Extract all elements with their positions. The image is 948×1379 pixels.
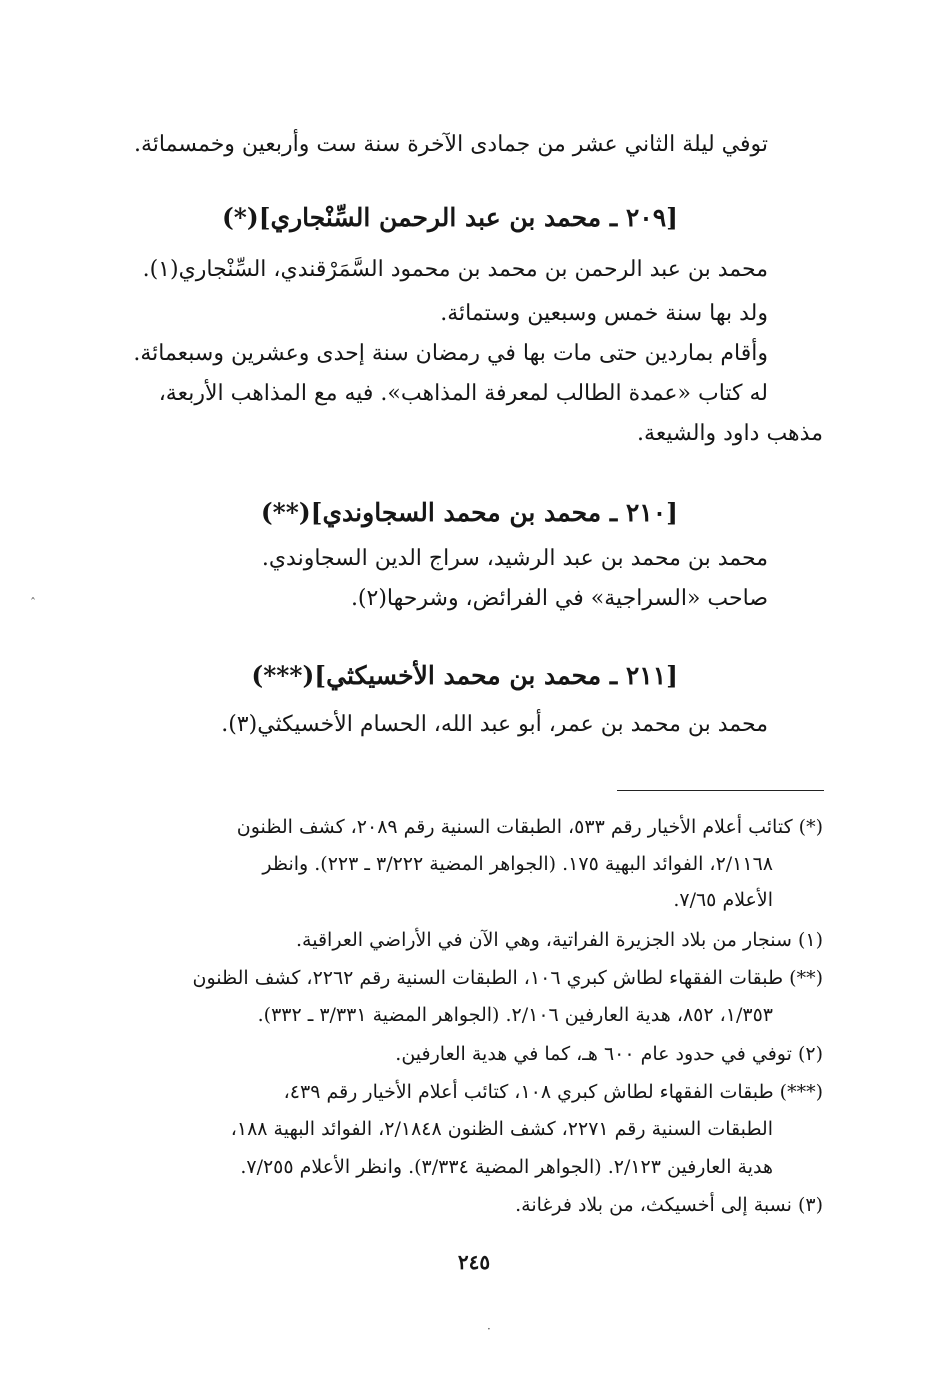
text-line: محمد بن محمد بن عمر، أبو عبد الله، الحسام الأخسيكثي(٣).	[221, 712, 768, 737]
text-line: توفي ليلة الثاني عشر من جمادى الآخرة سنة ست وأربعين وخمسمائة.	[134, 132, 768, 157]
footnote-line: الأعلام ٧/٦٥.	[673, 889, 773, 911]
text-line: محمد بن عبد الرحمن بن محمد بن محمود السَّمَرْقندي، السِّنْجاري(١).	[142, 257, 768, 282]
footnote-separator	[617, 790, 824, 791]
footnote-line: (*) كتائب أعلام الأخيار رقم ٥٣٣، الطبقات السنية رقم ٢٠٨٩، كشف الظنون	[236, 816, 823, 838]
scan-mark-icon: ·	[487, 1322, 491, 1336]
footnote-line: الطبقات السنية رقم ٢٢٧١، كشف الظنون ٢/١٨٤٨، الفوائد البهية ١٨٨،	[230, 1118, 773, 1140]
text-line: له كتاب «عمدة الطالب لمعرفة المذاهب». فيه مع المذاهب الأربعة،	[158, 381, 768, 406]
text-line: ولد بها سنة خمس وسبعين وستمائة.	[440, 301, 768, 326]
footnote-line: ٢/١١٦٨، الفوائد البهية ١٧٥. (الجواهر المضية ٣/٢٢٢ ـ ٢٢٣). وانظر	[262, 853, 773, 875]
footnote-line: (***) طبقات الفقهاء لطاش كبري ١٠٨، كتائب أعلام الأخيار رقم ٤٣٩،	[283, 1081, 823, 1103]
text-line: صاحب «السراجية» في الفرائض، وشرحها(٢).	[350, 586, 768, 611]
footnote-line: ١/٣٥٣، ٨٥٢، هدية العارفين ٢/١٠٦. (الجواهر المضية ٣/٣٣١ ـ ٣٣٢).	[257, 1004, 773, 1026]
scan-mark-icon: ˆ	[30, 596, 36, 610]
footnote-line: هدية العارفين ٢/١٢٣. (الجواهر المضية ٣/٣٣٤). وانظر الأعلام ٧/٢٥٥.	[240, 1156, 773, 1178]
entry-heading-210: [٢١٠ ـ محمد بن محمد السجاوندي](**)	[260, 498, 678, 527]
text-line: محمد بن محمد بن عبد الرشيد، سراج الدين السجاوندي.	[261, 546, 768, 571]
footnote-line: (**) طبقات الفقهاء لطاش كبري ١٠٦، الطبقات السنية رقم ٢٢٦٢، كشف الظنون	[192, 967, 823, 989]
text-line: مذهب داود والشيعة.	[637, 421, 823, 446]
text-line: وأقام بماردين حتى مات بها في رمضان سنة إحدى وعشرين وسبعمائة.	[133, 341, 768, 366]
entry-heading-211: [٢١١ ـ محمد بن محمد الأخسيكثي](***)	[251, 661, 678, 690]
footnote-line: (٢) توفي في حدود عام ٦٠٠ هـ، كما في هدية العارفين.	[395, 1043, 823, 1065]
footnote-line: (١) سنجار من بلاد الجزيرة الفراتية، وهي الآن في الأراضي العراقية.	[296, 929, 823, 951]
page-number: ٢٤٥	[457, 1250, 491, 1274]
footnote-line: (٣) نسبة إلى أخسيكث، من بلاد فرغانة.	[515, 1194, 823, 1216]
entry-heading-209: [٢٠٩ ـ محمد بن عبد الرحمن السِّنْجاري](*)	[221, 203, 678, 232]
